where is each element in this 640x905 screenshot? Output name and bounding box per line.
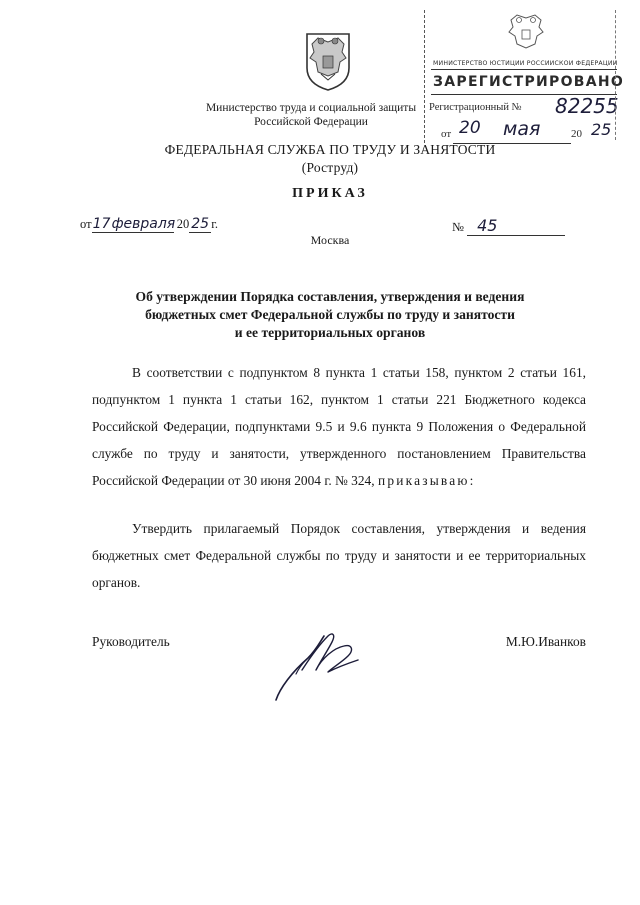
subject-line3: и ее территориальных органов [234,325,426,340]
subject-line1: Об утверждении Порядка составления, утверждения и ведения [135,289,525,304]
number-value: 45 [467,216,565,236]
stamp-reg-number: 82255 [555,94,619,118]
stamp-date-year: 25 [591,120,612,139]
stamp-date-century: 20 [571,128,582,140]
signer-name: М.Ю.Иванков [505,634,586,649]
stamp-registered: ЗАРЕГИСТРИРОВАНО [433,74,625,90]
registration-stamp [424,10,625,143]
stamp-divider [431,69,617,70]
order-city: Москва [310,233,350,247]
order-number [452,216,582,238]
stamp-authority: МИНИСТЕРСТВО ЮСТИЦИИ РОССИЙСКОЙ ФЕДЕРАЦИИ [433,60,618,67]
date-month: февраля [111,216,176,232]
ministry-header [196,101,426,129]
stamp-reg-label: Регистрационный № [429,102,522,113]
paragraph-1-text: В соответствии с подпунктом 8 пункта 1 статьи 158, пунктом 2 статьи 161, подпунктом 1 пункта 1 статьи 162, пунктом 1 статьи 221 Бюджетного кодекса Российской Федерации, подпунктами 9.5 и 9.6 пункта 9 Положения о Федеральной службе по труду и занятости, утвержденного постановлением Правительства Российской Федерации от 30 июня 2004 г. № 324, [92,365,586,488]
handwritten-signature [262,626,372,704]
coat-of-arms-icon [301,30,355,92]
service-name: ФЕДЕРАЛЬНАЯ СЛУЖБА ПО ТРУДУ И ЗАНЯТОСТИ [164,142,496,157]
number-prefix: № [452,220,464,234]
paragraph-1-keyword: приказываю: [377,473,476,488]
stamp-date-day: 20 [459,118,481,138]
date-prefix: от [80,217,92,231]
subject-line2: бюджетных смет Федеральной службы по труду и занятости [145,307,515,322]
ministry-line1: Министерство труда и социальной защиты [205,102,417,114]
date-day: 17 [92,216,111,232]
date-century: 20 [176,217,190,231]
stamp-date-prefix: от [441,128,452,140]
stamp-edge [615,10,616,140]
body-paragraph-2: Утвердить прилагаемый Порядок составления, утверждения и ведения бюджетных смет Федеральной службы по труду и занятости и ее территориальных органов. [92,521,586,590]
date-suffix: г. [211,217,219,231]
doc-type-title: ПРИКАЗ [292,186,368,201]
ministry-line2: Российской Федерации [254,116,368,128]
signer-position: Руководитель [92,634,170,649]
body-paragraph-1 [92,359,586,494]
date-year: 25 [189,216,211,233]
service-short-name: (Роструд) [301,160,359,175]
stamp-emblem-icon [499,12,553,52]
order-subject [80,288,580,342]
stamp-date-month: мая [503,118,541,140]
